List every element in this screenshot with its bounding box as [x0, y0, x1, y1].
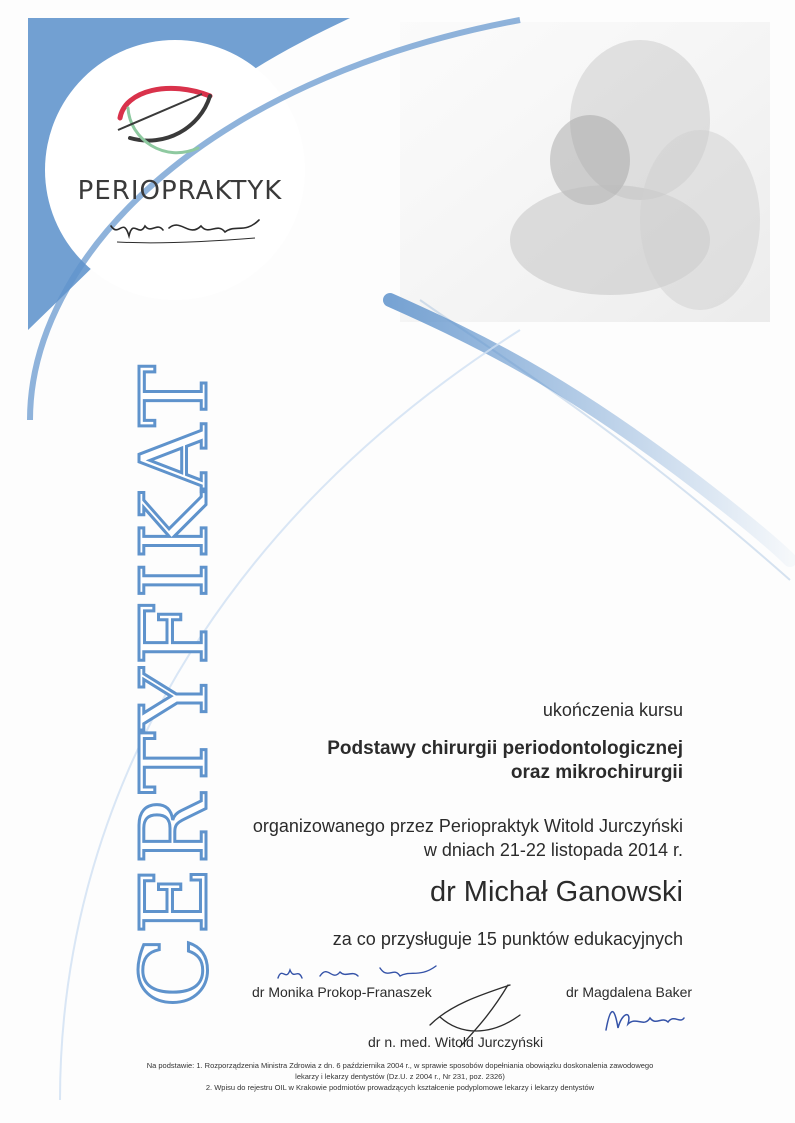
- signatory-3: dr n. med. Witold Jurczyński: [368, 1034, 544, 1050]
- dates-line: w dniach 21-22 listopada 2014 r.: [423, 840, 683, 860]
- course-title-line2: oraz mikrochirurgii: [510, 762, 683, 783]
- brand-name: PERIOPRAKTYK: [77, 176, 283, 206]
- legal-footnote: [100, 1060, 700, 1093]
- swoosh-tail: [390, 300, 790, 560]
- certificate-title: CERTYFIKAT: [121, 362, 228, 1008]
- signatory-2: dr Magdalena Baker: [566, 984, 693, 1000]
- points-line: za co przysługuje 15 punktów edukacyjnych: [332, 929, 683, 949]
- organizer-block: [253, 814, 683, 862]
- signatory-1: dr Monika Prokop-Franaszek: [252, 984, 432, 1000]
- logo-signature: [105, 208, 265, 252]
- footnote-line3: 2. Wpisu do rejestru OIL w Krakowie podmiotów prowadzących kształcenie podyplomowe lekarzy i lekarzy dentystów: [205, 1083, 595, 1092]
- footnote-line1: Na podstawie: 1. Rozporządzenia Ministra Zdrowia z dn. 6 października 2004 r., w sprawie sposobów dopełniania obowiązku doskonalenia zawodowego: [146, 1061, 654, 1070]
- organizer-line: organizowanego przez Periopraktyk Witold Jurczyński: [252, 816, 683, 836]
- signature-baker: [596, 998, 686, 1038]
- footnote-line2: lekarzy i lekarzy dentystów (Dz.U. z 2004 r., Nr 231, poz. 2326): [295, 1072, 505, 1081]
- recipient-name: dr Michał Ganowski: [429, 876, 683, 908]
- completion-label: ukończenia kursu: [542, 700, 683, 720]
- course-title-line1: Podstawy chirurgii periodontologicznej: [327, 738, 683, 759]
- logo-swoosh-icon: [110, 78, 220, 163]
- course-title: [327, 737, 683, 785]
